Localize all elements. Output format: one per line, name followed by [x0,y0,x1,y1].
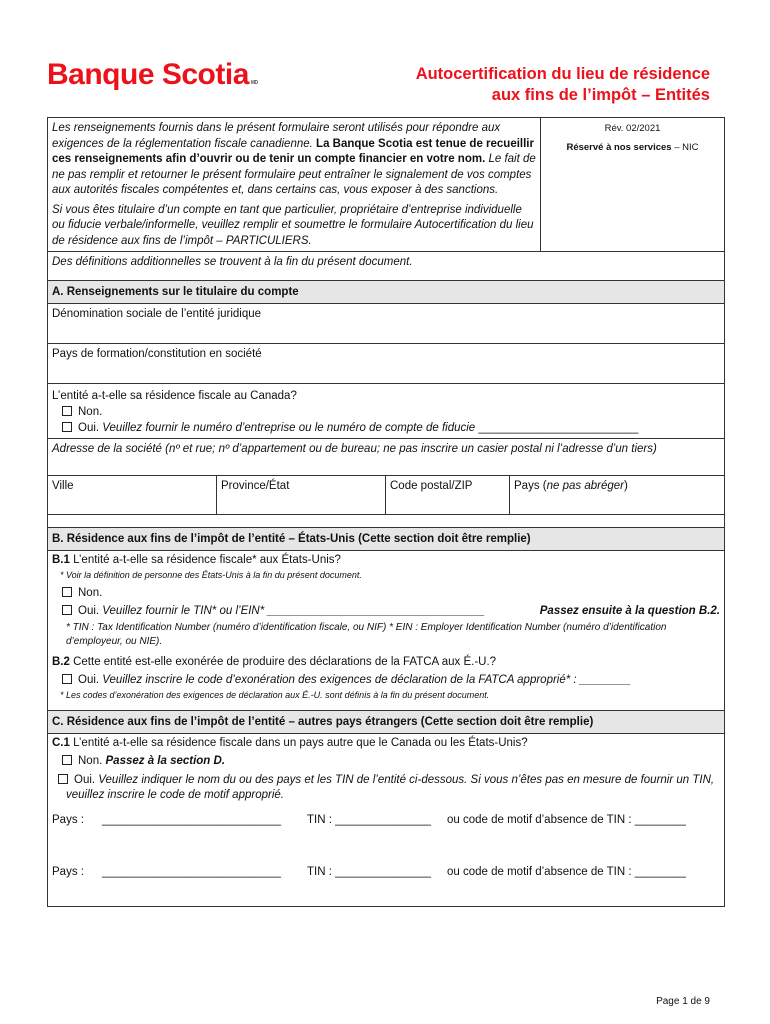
b1-label: B.1 [52,554,70,566]
b2-label: B.2 [52,656,70,668]
reason-code-field-2[interactable]: ou code de motif d’absence de TIN : ________ [447,866,686,878]
tin-field-1[interactable]: TIN : _______________ [307,814,432,826]
address-grid [48,476,724,515]
bank-logo [47,58,258,92]
section-b-heading: B. Résidence aux fins de l’impôt de l’entité – États-Unis (Cette section doit être remplie) [48,527,724,551]
intro-p2: Si vous êtes titulaire d’un compte en tant que particulier, propriétaire d’entreprise individuelle ou fiducie verbale/informelle, veuillez remplir et soumettre le formulaire Autocertification du lieu de résidence aux fins de l’impôt – PARTICULIERS. [52,203,534,247]
us-oui-label: Oui. [78,605,100,617]
reserved-label: Réservé à nos services [566,142,672,153]
country-label-1: Pays : [52,814,84,826]
fatca-oui-checkbox[interactable] [62,674,72,684]
fatca-code-field[interactable]: Veuillez inscrire le code d’exonération des exigences de déclaration de la FATCA approprié* : ________ [102,674,631,686]
b2-note: * Les codes d’exonération des exigences de déclaration aux É.-U. sont définis à la fin du présent document. [60,690,490,700]
country-row-2 [48,866,724,906]
intro-p1-rest: Le fait de ne pas remplir et retourner le présent formulaire peut entraîner le signalement de vos comptes aux autorités fiscales compétentes et, dans certains cas, vous exposer à des sanctions. [52,153,536,196]
province-field[interactable] [217,476,386,514]
intro-block [48,118,724,251]
us-oui-checkbox[interactable] [62,605,72,615]
entity-name-label: Dénomination sociale de l’entité juridique [52,308,262,320]
business-number-label: Veuillez fournir le numéro d’entreprise ou le numéro de compte de fiducie [102,422,476,434]
reason-code-field-1[interactable]: ou code de motif d’absence de TIN : ________ [447,814,686,826]
canada-non-checkbox[interactable] [62,406,72,416]
fatca-oui-label: Oui. [78,674,100,686]
country-label-end: ) [623,480,628,492]
country-field-2[interactable]: ____________________________ [102,866,282,878]
b1-note: * Voir la définition de personne des États-Unis à la fin du présent document. [60,570,362,580]
go-section-d: Passez à la section D. [105,755,226,767]
other-non-checkbox[interactable] [62,755,72,765]
other-oui-label: Oui. [74,774,96,786]
country-formation-label: Pays de formation/constitution en société [52,348,262,360]
section-a-heading: A. Renseignements sur le titulaire du compte [48,280,724,304]
section-c-heading: C. Résidence aux fins de l’impôt de l’entité – autres pays étrangers (Cette section doit être remplie) [48,710,724,734]
country-field-1[interactable]: ____________________________ [102,814,282,826]
address-field[interactable] [48,439,724,476]
country-formation-field[interactable] [48,344,724,384]
title-line-1: Autocertification du lieu de résidence [415,65,710,83]
canada-residence-block [48,384,724,439]
revision: Rév. 02/2021 [604,123,661,134]
form-frame [47,117,725,907]
definitions-note: Des définitions additionnelles se trouvent à la fin du présent document. [48,251,724,272]
postal-label: Code postal/ZIP [390,480,473,492]
country-label: Pays ( [514,480,547,492]
other-oui-text: Veuillez indiquer le nom du ou des pays et les TIN de l’entité ci-dessous. Si vous n’êtes pas en mesure de fournir un TIN, veuillez inscrire le code de motif approprié. [66,774,715,801]
us-non-checkbox[interactable] [62,587,72,597]
b1-question: L’entité a-t-elle sa résidence fiscale* aux États-Unis? [73,554,341,566]
intro-p1-bold: La Banque Scotia est tenue de recueillir ces renseignements afin d’ouvrir ou de tenir un compte financier en votre nom. [52,137,534,165]
intro-text [48,118,541,251]
b2-question: Cette entité est-elle exonérée de produire des déclarations de la FATCA aux É.-U.? [73,656,497,668]
province-label: Province/État [221,480,290,492]
address-label: Adresse de la société (nº et rue; nº d’appartement ou de bureau; ne pas inscrire un casier postal ni l’adresse d’un tiers) [52,443,657,455]
us-non-label: Non. [78,587,103,599]
c1-label: C.1 [52,737,70,749]
city-field[interactable] [48,476,217,514]
tin-ein-field[interactable]: Veuillez fournir le TIN* ou l’EIN* __________________________________ [102,605,485,617]
canada-oui-checkbox[interactable] [62,422,72,432]
form-title [416,64,710,106]
intro-p1: Les renseignements fournis dans le présent formulaire seront utilisés pour répondre aux exigences de la réglementation fiscale canadienne. [52,122,501,150]
page-number: Page 1 de 9 [656,996,710,1007]
office-use [541,118,724,251]
title-line-2: aux fins de l’impôt – Entités [491,86,710,104]
other-oui-checkbox[interactable] [58,774,68,784]
country-hint: ne pas abréger [546,480,624,492]
logo-mark: MD [250,80,258,86]
canada-residence-question: L’entité a-t-elle sa résidence fiscale au Canada? [52,390,297,402]
country-field[interactable] [510,476,724,514]
city-label: Ville [52,480,74,492]
canada-oui-label: Oui. [78,422,100,434]
logo-text: Banque Scotia [47,58,249,91]
go-b2-note: Passez ensuite à la question B.2. [539,605,720,617]
reserved-nic: – NIC [671,142,699,153]
tin-note: * TIN : Tax Identification Number (numéro d’identification fiscale, ou NIF) * EIN : Employer Identification Number (numéro d’identification d’employeur, ou NIE). [66,622,667,647]
country-row-1 [48,814,724,866]
tin-field-2[interactable]: TIN : _______________ [307,866,432,878]
other-non-label: Non. [78,755,103,767]
business-number-field[interactable]: _________________________ [478,422,639,434]
entity-name-field[interactable] [48,304,724,344]
country-label-2: Pays : [52,866,84,878]
postal-field[interactable] [386,476,510,514]
canada-non-label: Non. [78,406,103,418]
c1-question: L’entité a-t-elle sa résidence fiscale dans un pays autre que le Canada ou les États-Unis? [73,737,528,749]
